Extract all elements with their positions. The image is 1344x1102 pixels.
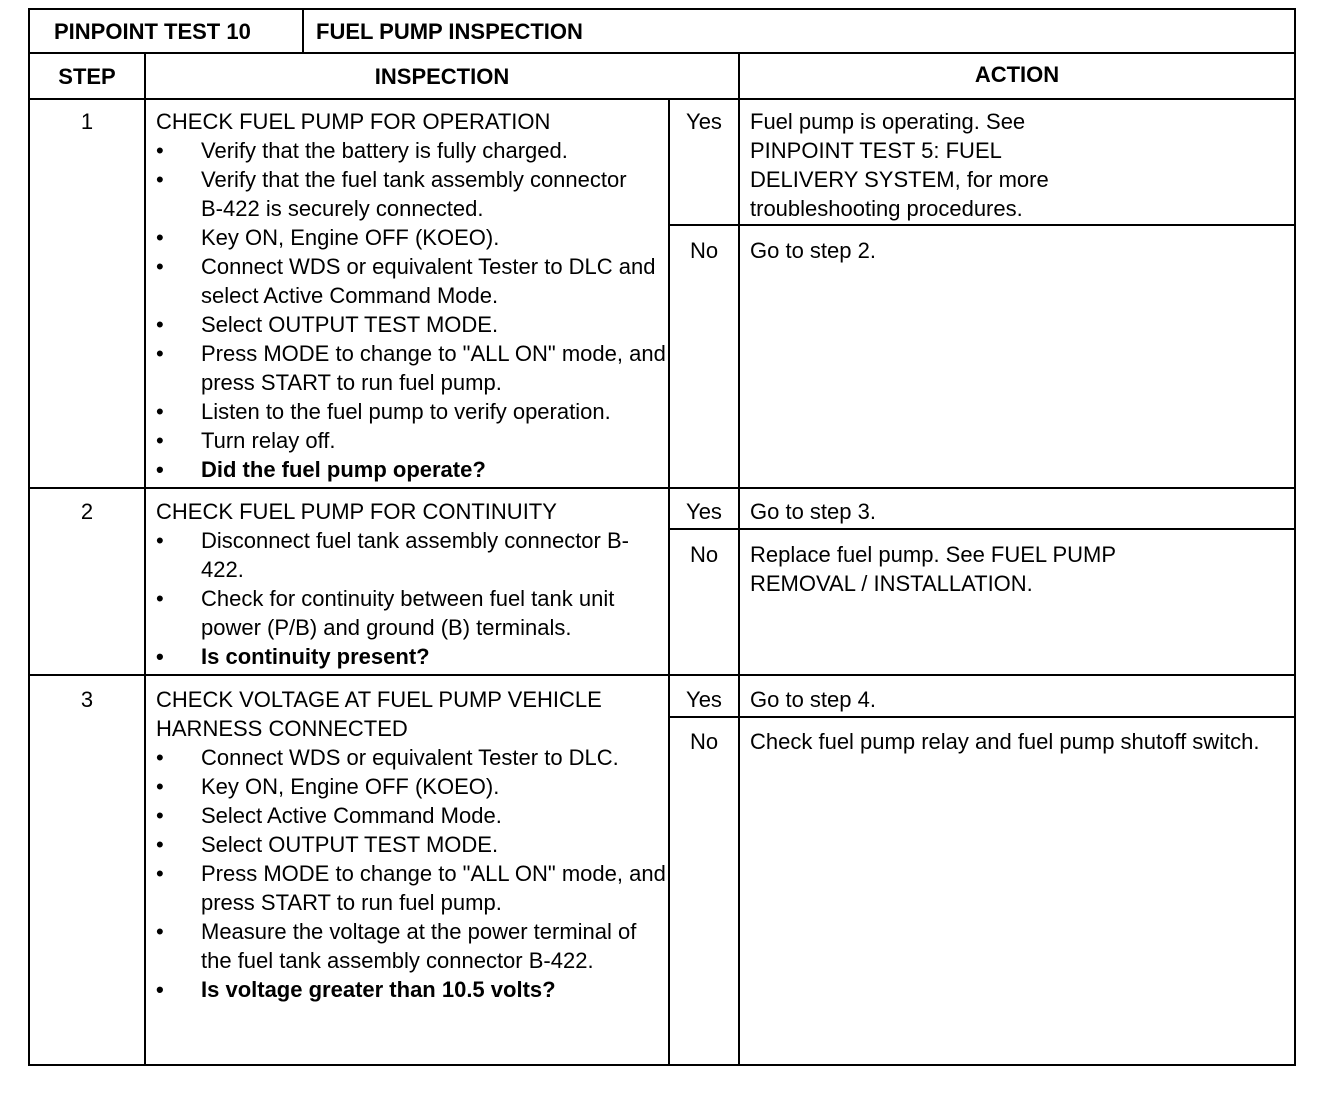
yes-label: Yes: [686, 109, 722, 134]
yes-label: Yes: [686, 687, 722, 712]
list-item: • Measure the voltage at the power terminal of the fuel tank assembly connector B-422.: [156, 917, 666, 975]
no-action: Go to step 2.: [750, 238, 876, 263]
list-item: • Verify that the fuel tank assembly connector B-422 is securely connected.: [156, 165, 641, 223]
pinpoint-test-table: [28, 8, 1296, 1066]
list-item: • Select OUTPUT TEST MODE.: [156, 310, 691, 339]
list-item: • Press MODE to change to "ALL ON" mode, and press START to run fuel pump.: [156, 339, 691, 397]
step-title: CHECK VOLTAGE AT FUEL PUMP VEHICLE HARNESS CONNECTED: [156, 687, 602, 741]
rule-action-column: [738, 52, 740, 1064]
list-item: • Check for continuity between fuel tank unit power (P/B) and ground (B) terminals.: [156, 584, 661, 642]
step-checklist: [156, 136, 691, 484]
step-number: 2: [80, 499, 94, 524]
rule-header-bottom: [30, 98, 1294, 100]
no-action: Replace fuel pump. See FUEL PUMP REMOVAL / INSTALLATION.: [750, 542, 1116, 596]
inspection-column-header: INSPECTION: [374, 64, 510, 89]
step-column-header: STEP: [58, 64, 116, 89]
step-number: 1: [80, 109, 94, 134]
list-item: • Verify that the battery is fully charged.: [156, 136, 691, 165]
list-item: • Key ON, Engine OFF (KOEO).: [156, 772, 691, 801]
yes-action: Fuel pump is operating. See PINPOINT TEST 5: FUEL DELIVERY SYSTEM, for more troubleshooting procedures.: [750, 109, 1049, 221]
rule-title-divider: [302, 10, 304, 52]
test-title: FUEL PUMP INSPECTION: [316, 19, 583, 44]
yes-action: Go to step 3.: [750, 499, 876, 524]
list-item: • Select OUTPUT TEST MODE.: [156, 830, 691, 859]
list-item: • Is continuity present?: [156, 642, 661, 671]
list-item: • Select Active Command Mode.: [156, 801, 691, 830]
step-checklist: [156, 743, 691, 1004]
rule-step2-yes-no: [668, 528, 1294, 530]
list-item: • Connect WDS or equivalent Tester to DLC.: [156, 743, 641, 772]
list-item: • Turn relay off.: [156, 426, 691, 455]
list-item: • Did the fuel pump operate?: [156, 455, 691, 484]
step-checklist: [156, 526, 661, 671]
no-label: No: [689, 542, 719, 567]
action-column-header: ACTION: [974, 62, 1060, 87]
rule-step3-yes-no: [668, 716, 1294, 718]
yes-action: Go to step 4.: [750, 687, 876, 712]
no-label: No: [689, 238, 719, 263]
test-label: PINPOINT TEST 10: [54, 19, 251, 44]
list-item: • Key ON, Engine OFF (KOEO).: [156, 223, 691, 252]
yes-label: Yes: [686, 499, 722, 524]
step-title: CHECK FUEL PUMP FOR OPERATION: [156, 109, 551, 134]
step-title: CHECK FUEL PUMP FOR CONTINUITY: [156, 499, 557, 524]
rule-step1-bottom: [30, 487, 1294, 489]
list-item: • Listen to the fuel pump to verify operation.: [156, 397, 691, 426]
rule-title-bottom: [30, 52, 1294, 54]
no-action: Check fuel pump relay and fuel pump shutoff switch.: [750, 729, 1260, 754]
list-item: • Disconnect fuel tank assembly connector B-422.: [156, 526, 661, 584]
rule-step-column: [144, 52, 146, 1064]
no-label: No: [689, 729, 719, 754]
list-item: • Connect WDS or equivalent Tester to DLC and select Active Command Mode.: [156, 252, 671, 310]
list-item: • Press MODE to change to "ALL ON" mode, and press START to run fuel pump.: [156, 859, 691, 917]
rule-step1-yes-no: [668, 224, 1294, 226]
rule-step2-bottom: [30, 674, 1294, 676]
list-item: • Is voltage greater than 10.5 volts?: [156, 975, 691, 1004]
step-number: 3: [80, 687, 94, 712]
